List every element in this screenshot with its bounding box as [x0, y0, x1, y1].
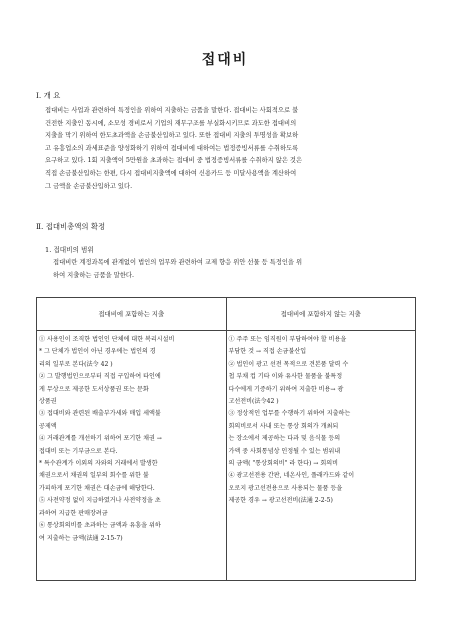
- excluded-line: ① 주주 또는 임직원이 부담하여야 할 비용을: [228, 336, 347, 343]
- paragraph-line: 그 금액을 손금불산입하고 있다.: [45, 182, 133, 190]
- included-line: 게 무상으로 제공한 도서상품권 또는 문화: [39, 385, 149, 393]
- included-line: ⑥ 통상회의비를 초과하는 금액과 유흥을 위하: [39, 522, 161, 530]
- section-2-heading: Ⅱ. 접대비총액의 확정: [36, 222, 106, 231]
- excluded-line: 는 장소에서 제공하는 다과 및 음식물 등의: [228, 435, 341, 443]
- paragraph-line: 접대비란 계정과목에 관계없이 법인의 업무와 관련하여 교제 향응 위안 선물 등 특정인을 위: [53, 259, 303, 266]
- excluded-line: 회의비로서 사내 또는 통상 회의가 개최되: [228, 422, 339, 430]
- included-line: 가피하게 포기한 채권은 대손금에 해당한다.: [39, 484, 155, 492]
- included-line: 과하여 지급한 판매장려금: [39, 509, 108, 517]
- comparison-table: [36, 297, 416, 581]
- excluded-line: 부담한 것 → 직접 손금불산입: [228, 348, 307, 356]
- document-title: 접대비: [201, 52, 249, 68]
- paragraph-line: 접대비는 사업과 관련하여 특정인을 위하여 지출하는 금품을 말한다. 접대비는 사회적으로 불: [45, 107, 299, 114]
- table-row: [37, 331, 416, 581]
- excluded-line: 고선전비(法令42 ): [228, 398, 279, 406]
- excluded-line: 다수에게 기증하기 위하여 지출한 비용→ 광: [228, 385, 344, 393]
- excluded-line: 의 금액( "통상회의비" 라 한다) → 회의비: [228, 460, 339, 468]
- included-line: 접대비 또는 기부금으로 본다.: [39, 447, 118, 455]
- included-line: ② 그 발행법인으로부터 직접 구입하여 타인에: [39, 373, 161, 381]
- header-excluded: 접대비에 포함하지 않는 지출: [226, 298, 416, 331]
- excluded-line: ③ 정상적인 업무를 수행하기 위하여 지출하는: [228, 410, 351, 418]
- excluded-line: ② 법인이 광고 선전 목적으로 견본품 달력 수: [228, 360, 349, 368]
- excluded-line: 첩 부채 컵 기타 이와 유사한 물품을 불특정: [228, 373, 343, 381]
- paragraph-line: 하여 지출하는 금품을 말한다.: [53, 271, 134, 279]
- excluded-line: 가액 중 사회통념상 인정될 수 있는 범위내: [228, 447, 341, 455]
- excluded-items-cell: [226, 331, 416, 581]
- included-line: ③ 접대비와 관련된 배출부가세와 매입 세액불: [39, 410, 161, 418]
- paragraph-line: 건전한 지출인 동시에, 소모성 경비로서 기업의 재무구조를 부실화시키므로 과도한 접대비의: [45, 119, 297, 127]
- included-line: 리의 일부로 본다(法令 42 ): [39, 360, 113, 368]
- included-line: 여 지출하는 금액(法通 2-15-7): [39, 534, 123, 542]
- excluded-line: 제공한 경우 → 광고선전비(法通 2-2-5): [228, 497, 333, 505]
- included-line: 채권으로서 채권의 일부의 회수를 위한 불: [39, 472, 149, 480]
- table-header-row: [37, 298, 416, 331]
- included-line: ① 사용인이 조직한 법인인 단체에 대한 복리시설비: [39, 336, 175, 343]
- included-line: * 특수관계가 이외의 자와의 거래에서 발생한: [39, 460, 158, 468]
- section-1-heading: Ⅰ. 개 요: [36, 91, 61, 100]
- section-1-paragraph: [45, 105, 417, 193]
- included-line: ④ 거래관계를 개선하기 위하여 포기한 채권 →: [39, 435, 162, 443]
- section-2-subheading: 1. 접대비의 범위: [45, 246, 94, 254]
- excluded-line: 오로지 광고선전용으로 사용되는 물품 등을: [228, 484, 343, 492]
- paragraph-line: 직접 손금불산입하는 한편, 다시 접대비지출액에 대하여 신용카드 등 미달사용액을 계산하여: [45, 169, 297, 177]
- included-items-cell: [37, 331, 227, 581]
- included-line: 공제액: [39, 422, 57, 430]
- paragraph-line: 고 유흥업소의 과세표준을 양성화하기 위하여 접대비에 대하여는 법정증빙서류를 수취하도록: [45, 144, 299, 152]
- paragraph-line: 요구하고 있다. 1회 지출액이 5만원을 초과하는 접대비 중 법정증빙서류를 수취하지 않은 것은: [45, 157, 303, 165]
- included-line: * 그 단체가 법인이 아닌 경우에는 법인의 경: [39, 348, 156, 356]
- paragraph-line: 지출을 막기 위하여 한도초과액을 손금불산입하고 있다. 또한 접대비 지출의 투명성을 확보하: [45, 132, 299, 140]
- included-line: ⑤ 사전약정 없이 지급하였거나 사전약정을 초: [39, 497, 161, 505]
- section-2-paragraph: [53, 257, 417, 282]
- excluded-line: ④ 광고선전용 간판, 네온사인, 플래카드와 같이: [228, 472, 355, 480]
- header-included: 접대비에 포함하는 지출: [37, 298, 227, 331]
- included-line: 상품권: [39, 398, 57, 406]
